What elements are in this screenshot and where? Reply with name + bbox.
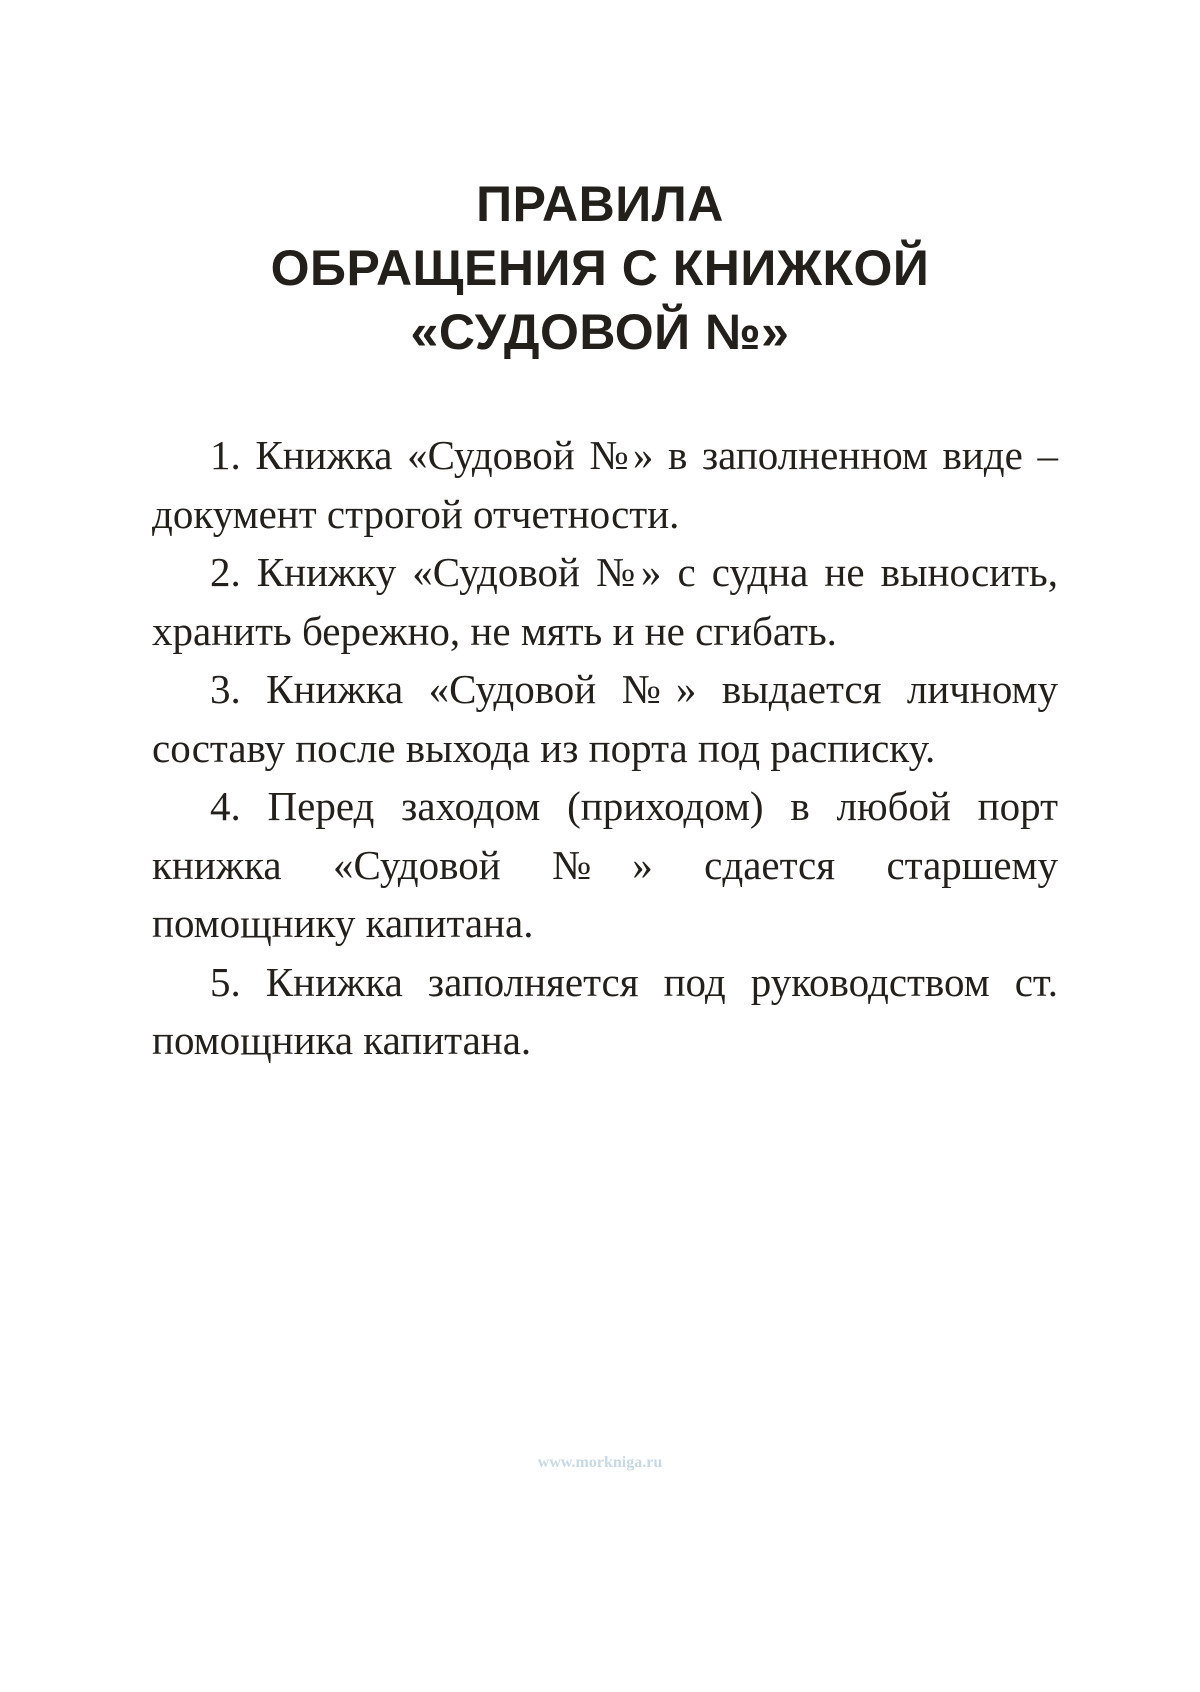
page-title [0, 172, 1200, 364]
title-line-3: «СУДОВОЙ №» [410, 304, 790, 360]
rule-item-5: 5. Книжка заполняется под руководством ст. помощника капитана. [152, 958, 1058, 1063]
rule-item-3: 3. Книжка «Судовой №» выдается личному составу после выхода из порта под расписку. [152, 666, 1058, 771]
watermark: www.morkniga.ru [537, 1454, 663, 1471]
title-line-1: ПРАВИЛА [476, 176, 724, 232]
rules-list [152, 426, 1058, 1070]
rule-item-4: 4. Перед заходом (приходом) в любой порт книжка «Судовой №» сдается старшему помощнику капитана. [152, 783, 1058, 946]
title-line-2: ОБРАЩЕНИЯ С КНИЖКОЙ [270, 240, 930, 296]
rule-item-1: 1. Книжка «Судовой №» в заполненном виде – документ строгой отчетности. [152, 432, 1058, 537]
rule-item-2: 2. Книжку «Судовой №» с судна не выносить, хранить бережно, не мять и не сгибать. [152, 549, 1058, 654]
